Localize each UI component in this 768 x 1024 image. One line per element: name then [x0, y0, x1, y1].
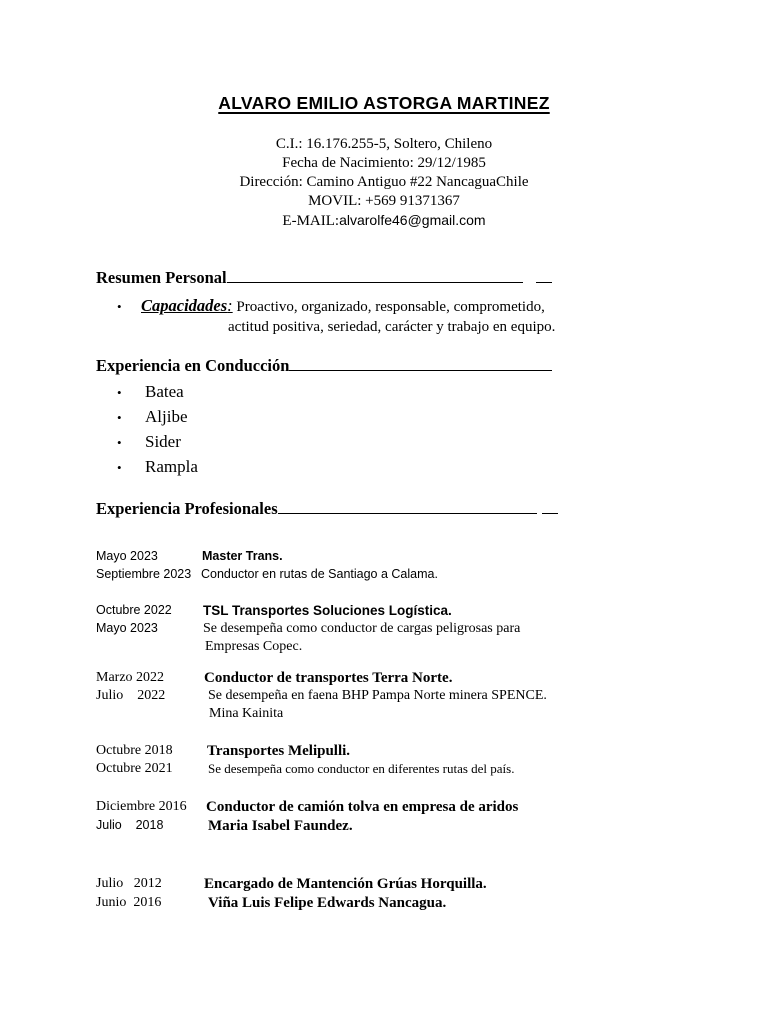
- email-label: E-MAIL:: [282, 213, 340, 229]
- job-date-end: Julio 2022: [96, 688, 166, 703]
- title-underline: [542, 512, 558, 514]
- phone-line: MOVIL: +569 91371367: [308, 193, 460, 209]
- capacidades-label: Capacidades: [141, 296, 228, 315]
- ci-line: C.I.: 16.176.255-5, Soltero, Chileno: [275, 136, 493, 152]
- list-item-label: Sider: [145, 432, 181, 451]
- job-company: Master Trans.: [202, 549, 283, 563]
- job-entry: [96, 549, 736, 585]
- conduccion-list: [117, 380, 198, 480]
- conduccion-title-text: Experiencia en Conducción: [96, 356, 290, 375]
- list-item: [117, 380, 198, 405]
- cv-name-text: ALVARO EMILIO ASTORGA MARTINEZ: [218, 93, 550, 113]
- job-date-end: Julio 2018: [96, 818, 164, 832]
- bullet-icon: •: [117, 385, 122, 400]
- job-description: Se desempeña como conductor de cargas peligrosas para: [203, 621, 521, 636]
- bullet-icon: •: [117, 460, 122, 475]
- title-underline: [278, 512, 537, 514]
- job-date-start: Octubre 2018: [96, 743, 173, 758]
- title-underline: [227, 281, 523, 283]
- capacidades-block: [117, 296, 555, 337]
- job-entry: [96, 670, 736, 724]
- section-title-resumen: [96, 268, 552, 288]
- job-date-end: Mayo 2023: [96, 621, 158, 635]
- job-description: Maria Isabel Faundez.: [208, 818, 353, 834]
- job-description: Mina Kainita: [209, 706, 284, 721]
- job-date-start: Diciembre 2016: [96, 799, 187, 814]
- capacidades-text-2: actitud positiva, seriedad, carácter y trabajo en equipo.: [228, 319, 556, 335]
- bullet-icon: •: [117, 299, 122, 314]
- title-underline: [289, 369, 552, 371]
- job-company: TSL Transportes Soluciones Logística.: [203, 603, 452, 618]
- address-line: Dirección: Camino Antiguo #22 NancaguaChile: [239, 174, 529, 190]
- section-title-profesional: [96, 499, 558, 519]
- job-entry: [96, 876, 736, 913]
- list-item-label: Batea: [145, 382, 184, 401]
- bullet-icon: •: [117, 410, 122, 425]
- cv-name: [0, 93, 768, 114]
- job-entry: [96, 799, 736, 836]
- job-date-start: Julio 2012: [96, 876, 162, 891]
- job-description: Viña Luis Felipe Edwards Nancagua.: [208, 895, 447, 911]
- job-description: Se desempeña en faena BHP Pampa Norte minera SPENCE.: [208, 688, 547, 703]
- list-item-label: Rampla: [145, 457, 198, 476]
- job-company: Transportes Melipulli.: [207, 743, 351, 759]
- capacidades-text-1: Proactivo, organizado, responsable, comprometido,: [232, 299, 545, 315]
- job-date-start: Mayo 2023: [96, 549, 158, 563]
- section-title-conduccion: [96, 356, 552, 376]
- job-date-end: Junio 2016: [96, 895, 162, 910]
- email-line: [0, 211, 768, 231]
- job-date-start: Marzo 2022: [96, 670, 165, 685]
- list-item: [117, 455, 198, 480]
- list-item: [117, 430, 198, 455]
- title-underline: [536, 281, 552, 283]
- list-item: [117, 405, 198, 430]
- capacidades-colon: :: [227, 296, 233, 315]
- list-item-label: Aljibe: [145, 407, 188, 426]
- email-value: alvarolfe46@gmail.com: [339, 212, 486, 228]
- job-date-end: Octubre 2021: [96, 761, 173, 776]
- contact-block: [0, 135, 768, 231]
- birth-line: Fecha de Nacimiento: 29/12/1985: [282, 155, 486, 171]
- job-description: Empresas Copec.: [205, 639, 303, 654]
- job-company: Encargado de Mantención Grúas Horquilla.: [204, 876, 487, 892]
- bullet-icon: •: [117, 435, 122, 450]
- job-company: Conductor de camión tolva en empresa de aridos: [206, 799, 519, 815]
- profesional-title-text: Experiencia Profesionales: [96, 499, 278, 518]
- job-date-end: Septiembre 2023: [96, 567, 192, 581]
- capacidades-line-1: [117, 296, 555, 317]
- job-description: Conductor en rutas de Santiago a Calama.: [201, 567, 438, 581]
- job-date-start: Octubre 2022: [96, 603, 172, 617]
- resumen-title-text: Resumen Personal: [96, 268, 227, 287]
- job-entry: [96, 743, 736, 779]
- job-entry: [96, 603, 736, 657]
- job-company: Conductor de transportes Terra Norte.: [204, 670, 453, 686]
- job-description: Se desempeña como conductor en diferentes rutas del país.: [208, 761, 515, 776]
